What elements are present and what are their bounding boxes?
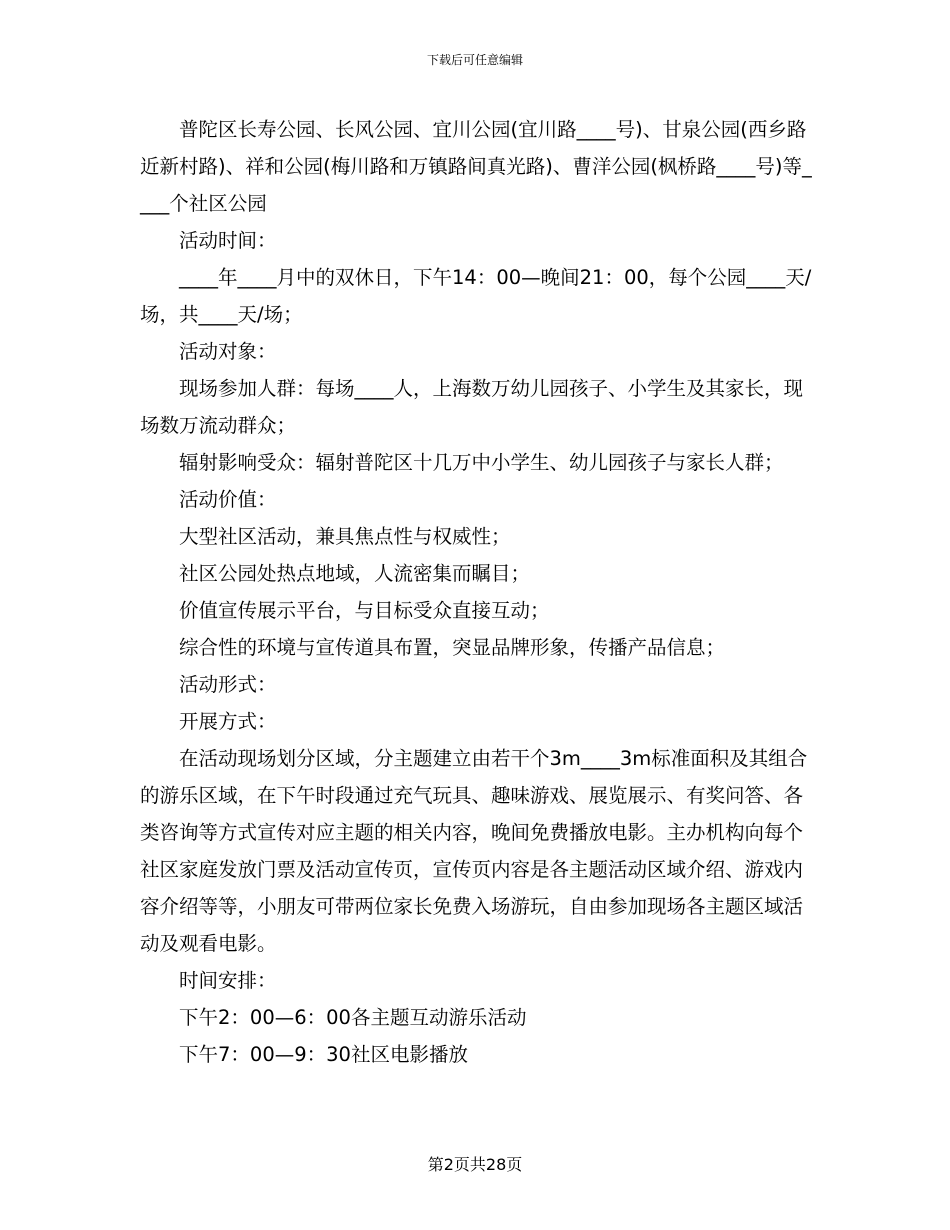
heading-method: 开展方式：	[179, 710, 277, 733]
heading-activity-form: 活动形式：	[179, 673, 277, 696]
document-body	[140, 111, 812, 1073]
paragraph-onsite-audience: 现场参加人群：每场____人，上海数万幼儿园孩子、小学生及其家长，现场数万流动群众；	[140, 377, 804, 437]
page-footer: 第2页共28页	[427, 1155, 523, 1174]
paragraph-method: 在活动现场划分区域，分主题建立由若干个3m____3m标准面积及其组合的游乐区域，在下午时段通过充气玩具、趣味游戏、展览展示、有奖问答、各类咨询等方式宣传对应主题的相关内容，晚间免费播放电影。主办机构向每个社区家庭发放门票及活动宣传页，宣传页内容是各主题活动区域介绍、游戏内容介绍等等，小朋友可带两位家长免费入场游玩，自由参加现场各主题区域活动及观看电影。	[140, 747, 808, 955]
heading-schedule: 时间安排：	[179, 969, 277, 992]
paragraph-value-1: 大型社区活动，兼具焦点性与权威性；	[179, 525, 511, 548]
heading-activity-value: 活动价值：	[179, 488, 277, 511]
paragraph-value-4: 综合性的环境与宣传道具布置，突显品牌形象，传播产品信息；	[179, 636, 726, 659]
page-header: 下载后可任意编辑	[426, 53, 523, 67]
heading-activity-time: 活动时间：	[179, 229, 277, 252]
paragraph-schedule-afternoon: 下午2：00—6：00各主题互动游乐活动	[179, 1006, 527, 1029]
paragraph-parks: 普陀区长寿公园、长风公园、宜川公园(宜川路____号)、甘泉公园(西乡路近新村路)、祥和公园(梅川路和万镇路间真光路)、曹洋公园(枫桥路____号)等____个社区公园	[140, 118, 812, 215]
paragraph-radiated-audience: 辐射影响受众：辐射普陀区十几万中小学生、幼儿园孩子与家长人群；	[179, 451, 784, 474]
paragraph-schedule-evening: 下午7：00—9：30社区电影播放	[179, 1043, 468, 1066]
paragraph-value-3: 价值宣传展示平台，与目标受众直接互动；	[179, 599, 550, 622]
paragraph-value-2: 社区公园处热点地域，人流密集而瞩目；	[179, 562, 531, 585]
paragraph-activity-time: ____年____月中的双休日，下午14：00—晚间21：00，每个公园____天/场，共____天/场；	[140, 266, 812, 326]
heading-activity-audience: 活动对象：	[179, 340, 277, 363]
